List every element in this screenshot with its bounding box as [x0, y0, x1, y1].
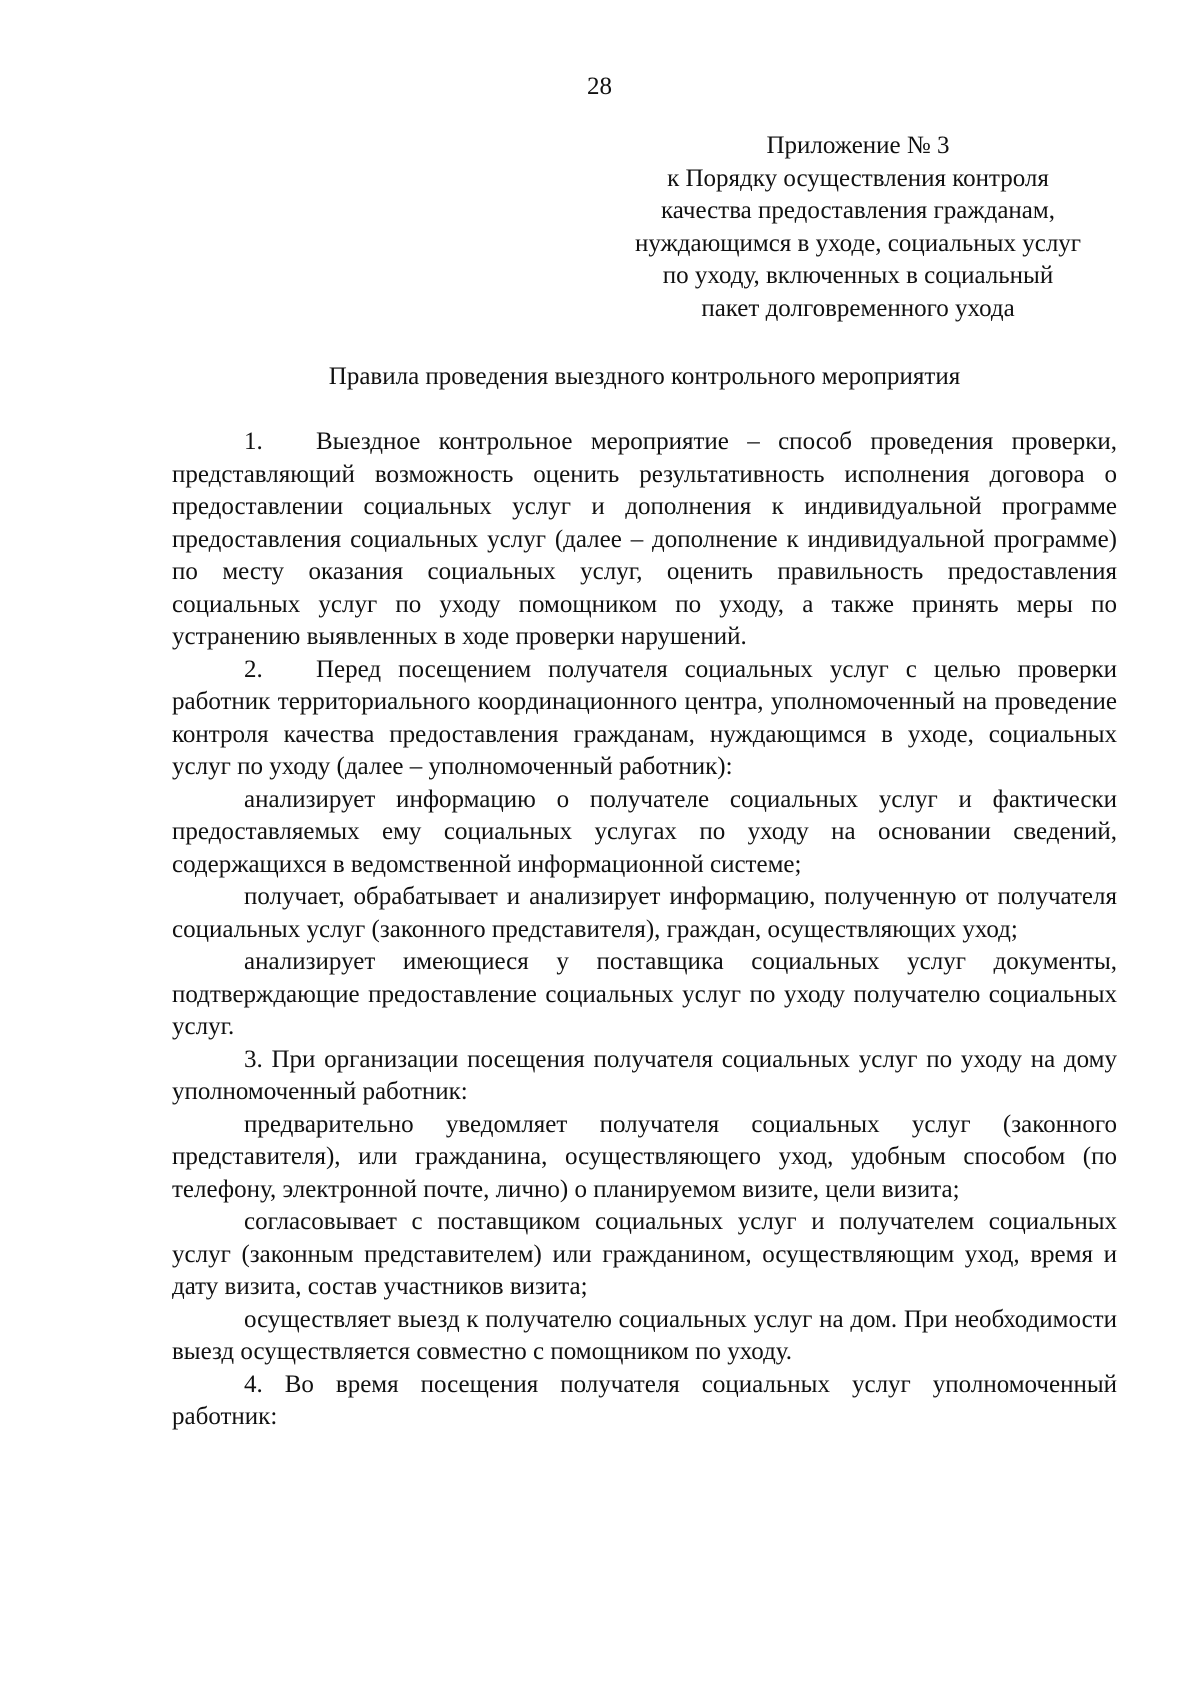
- paragraph: [172, 426, 1117, 654]
- appendix-line: Приложение № 3: [766, 132, 950, 159]
- paragraph: согласовывает с поставщиком социальных услуг и получателем социальных услуг (законным представителем) или гражданином, осуществляющим уход, время и дату визита, состав участников визита;: [172, 1208, 1117, 1300]
- appendix-line: к Порядку осуществления контроля: [667, 164, 1049, 192]
- paragraph: анализирует имеющиеся у поставщика социальных услуг документы, подтверждающие предоставление социальных услуг по уходу получателю социальных услуг.: [172, 948, 1117, 1040]
- paragraph-text: Перед посещением получателя социальных услуг с целью проверки работник территориального координационного центра, уполномоченный на проведение контроля качества предоставления гражданам, нуждающимся в уходе, социальных услуг по уходу (далее – уполномоченный работник):: [172, 655, 1117, 780]
- document-body: [172, 426, 1117, 1434]
- paragraph: 4. Во время посещения получателя социальных услуг уполномоченный работник:: [172, 1370, 1117, 1430]
- appendix-line: качества предоставления гражданам,: [661, 197, 1055, 224]
- appendix-line: по уходу, включенных в социальный: [662, 262, 1054, 289]
- paragraph: 3. При организации посещения получателя социальных услуг по уходу на дому уполномоченный работник:: [172, 1045, 1117, 1105]
- document-title: Правила проведения выездного контрольного мероприятия: [328, 363, 961, 390]
- paragraph: анализирует информацию о получателе социальных услуг и фактически предоставляемых ему социальных услугах по уходу на основании сведений, содержащихся в ведомственной информационной системе;: [172, 785, 1117, 878]
- paragraph: предварительно уведомляет получателя социальных услуг (законного представителя), или гражданина, осуществляющего уход, удобным способом (по телефону, электронной почте, лично) о планируемом визите, цели визита;: [172, 1110, 1117, 1203]
- page-number: 28: [587, 73, 612, 100]
- paragraph: [172, 654, 1117, 784]
- paragraph: осуществляет выезд к получателю социальных услуг на дом. При необходимости выезд осуществляется совместно с помощником по уходу.: [172, 1305, 1117, 1365]
- paragraph-text: Выездное контрольное мероприятие – способ проведения проверки, представляющий возможность оценить результативность исполнения договора о предоставлении социальных услуг и дополнения к индивидуальной программе предоставления социальных услуг (далее – дополнение к индивидуальной программе) по месту оказания социальных услуг, оценить правильность предоставления социальных услуг по уходу помощником по уходу, а также принять меры по устранению выявленных в ходе проверки нарушений.: [172, 428, 1117, 650]
- appendix-line: пакет долговременного ухода: [701, 294, 1015, 322]
- paragraph-number: 2.: [244, 655, 263, 683]
- paragraph-number: 1.: [244, 428, 263, 455]
- paragraph: получает, обрабатывает и анализирует информацию, полученную от получателя социальных услуг (законного представителя), граждан, осуществляющих уход;: [172, 883, 1117, 943]
- appendix-header: [598, 130, 1118, 325]
- appendix-line: нуждающимся в уходе, социальных услуг: [634, 229, 1082, 257]
